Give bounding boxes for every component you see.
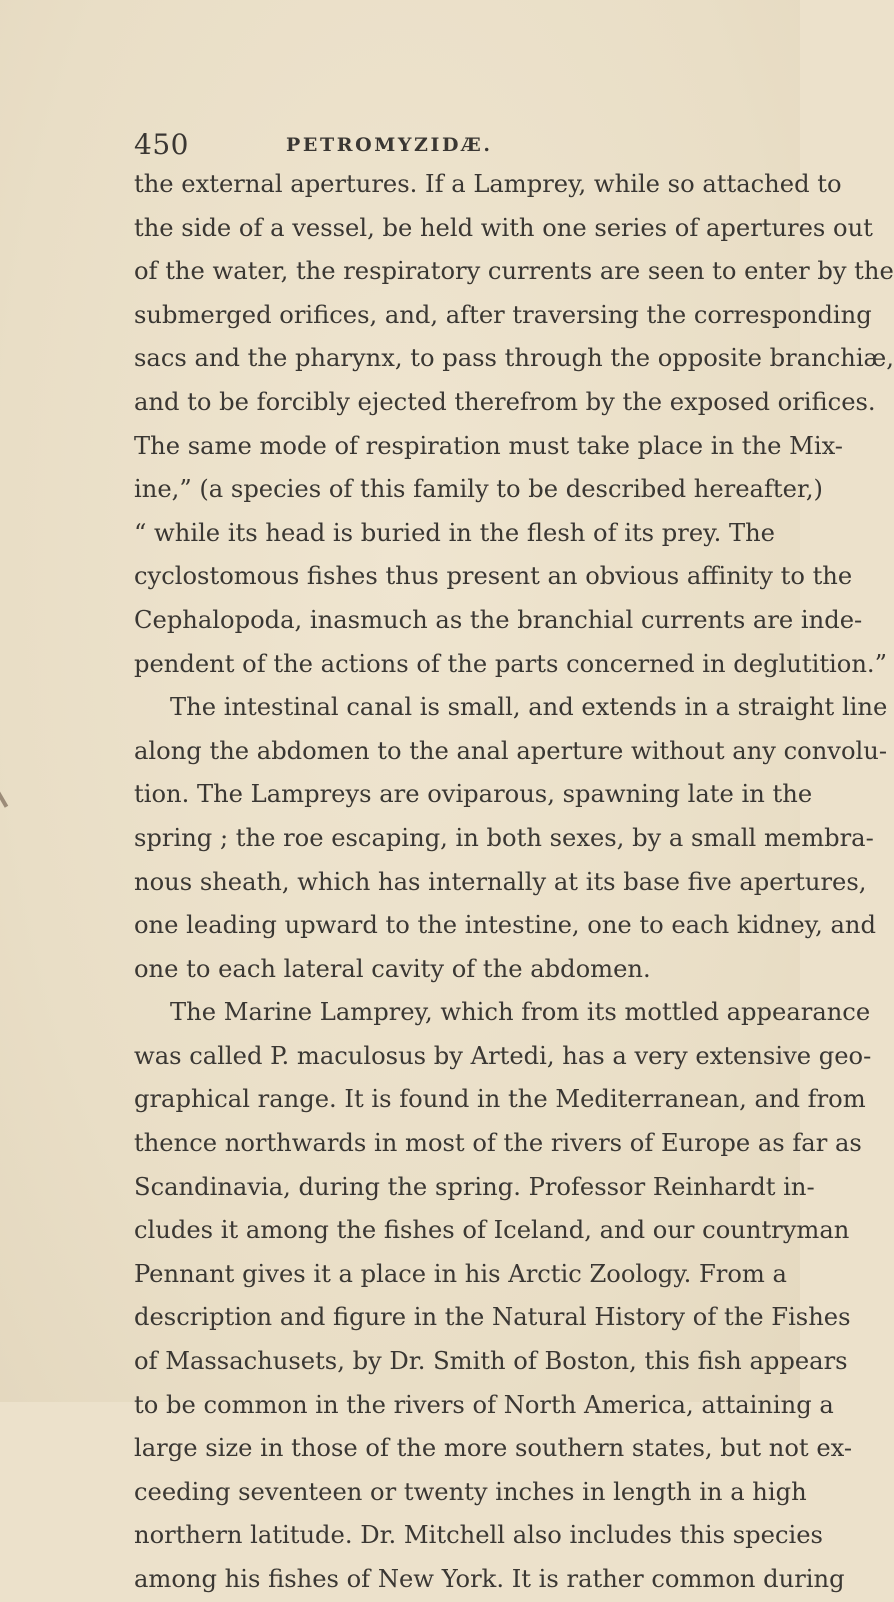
page-number: 450 <box>134 128 189 161</box>
text-line: one leading upward to the intestine, one to each kidney, and <box>134 911 876 940</box>
running-head: PETROMYZIDÆ. <box>286 134 493 156</box>
text-line: pendent of the actions of the parts concerned in deglutition.” <box>134 649 887 678</box>
text-line: along the abdomen to the anal aperture without any convolu- <box>134 736 888 765</box>
text-line: The same mode of respiration must take place in the Mix- <box>134 431 843 460</box>
text-line: Scandinavia, during the spring. Professor Reinhardt in- <box>134 1172 815 1201</box>
text-line: sacs and the pharynx, to pass through the opposite branchiæ, <box>134 344 894 373</box>
text-line: was called P. maculosus by Artedi, has a very extensive geo- <box>134 1041 872 1070</box>
text-line: submerged orifices, and, after traversing the corresponding <box>134 300 872 329</box>
text-line: ceeding seventeen or twenty inches in length in a high <box>134 1477 807 1506</box>
text-line: of the water, the respiratory currents are seen to enter by the <box>134 257 894 286</box>
text-line: nous sheath, which has internally at its base five apertures, <box>134 867 867 896</box>
text-line: the external apertures. If a Lamprey, while so attached to <box>134 170 842 198</box>
paragraph-3 <box>134 991 872 1601</box>
page-header <box>134 128 774 168</box>
text-line: to be common in the rivers of North America, attaining a <box>134 1390 834 1419</box>
text-line: among his fishes of New York. It is rather common during <box>134 1565 845 1593</box>
text-line: ine,” (a species of this family to be described hereafter,) <box>134 475 823 504</box>
text-line: tion. The Lampreys are oviparous, spawning late in the <box>134 780 813 809</box>
text-line: graphical range. It is found in the Mediterranean, and from <box>134 1085 866 1114</box>
text-line: spring ; the roe escaping, in both sexes, by a small membra- <box>134 823 874 852</box>
text-line: Cephalopoda, inasmuch as the branchial currents are inde- <box>134 605 863 634</box>
text-line: the side of a vessel, be held with one series of apertures out <box>134 213 873 242</box>
paragraph-1 <box>134 163 894 686</box>
text-line: cludes it among the fishes of Iceland, and our countryman <box>134 1216 850 1245</box>
paragraph-2 <box>134 686 888 991</box>
text-line: The Marine Lamprey, which from its mottled appearance <box>170 998 871 1027</box>
text-line: description and figure in the Natural History of the Fishes <box>134 1303 851 1332</box>
text-line: northern latitude. Dr. Mitchell also includes this species <box>134 1521 823 1550</box>
text-line: “ while its head is buried in the flesh of its prey. The <box>134 518 775 547</box>
text-line: large size in those of the more southern states, but not ex- <box>134 1434 853 1463</box>
text-line: thence northwards in most of the rivers of Europe as far as <box>134 1129 862 1158</box>
text-line: one to each lateral cavity of the abdomen. <box>134 954 651 983</box>
text-line: cyclostomous fishes thus present an obvious affinity to the <box>134 562 853 591</box>
text-line: Pennant gives it a place in his Arctic Zoology. From a <box>134 1259 787 1288</box>
text-line: of Massachusets, by Dr. Smith of Boston, this fish appears <box>134 1347 848 1376</box>
body-text <box>134 163 894 1602</box>
margin-mark <box>0 790 8 808</box>
text-line: The intestinal canal is small, and extends in a straight line <box>170 693 888 722</box>
text-line: and to be forcibly ejected therefrom by the exposed orifices. <box>134 387 876 416</box>
